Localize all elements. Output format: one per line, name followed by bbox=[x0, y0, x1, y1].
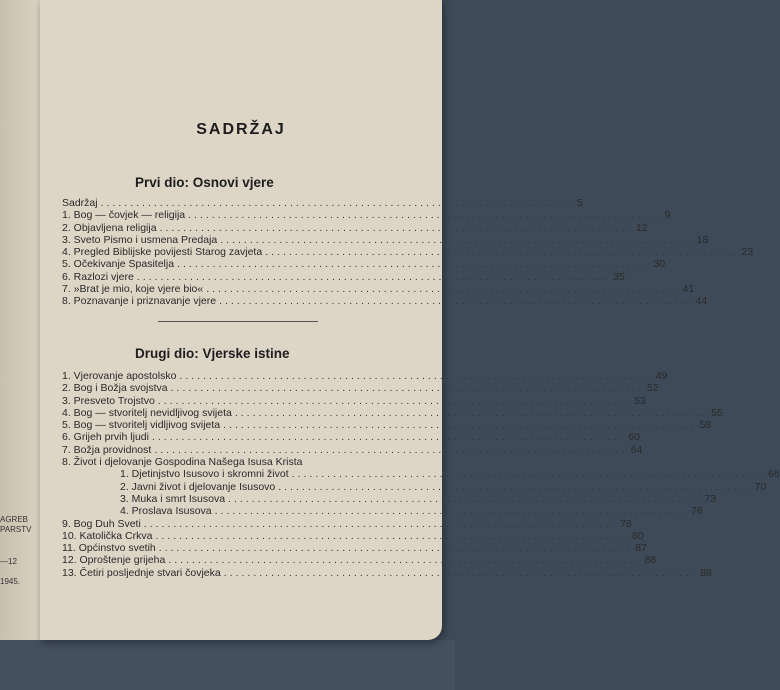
toc-entry bbox=[62, 209, 671, 222]
dot-leader: ................................................................................ bbox=[158, 542, 633, 555]
toc-entry-label: 6. Razlozi vjere bbox=[62, 270, 134, 283]
dot-leader: ................................................................................ bbox=[234, 406, 709, 419]
toc-entry-page: 35 bbox=[613, 270, 625, 283]
toc-entry bbox=[62, 468, 780, 481]
toc-entry bbox=[62, 295, 708, 308]
toc-entry-label: 2. Bog i Božja svojstva bbox=[62, 382, 168, 395]
toc-entry-page: 12 bbox=[635, 221, 648, 234]
toc-entry-page: 88 bbox=[644, 554, 657, 567]
toc-entry-page: 41 bbox=[682, 283, 695, 296]
dot-leader: ................................................................................ bbox=[157, 394, 632, 407]
dot-leader: ................................................................................ bbox=[223, 419, 697, 432]
toc-entry-page: 18 bbox=[696, 233, 709, 246]
toc-entry-page: 87 bbox=[635, 542, 647, 555]
dot-leader: ................................................................................ bbox=[278, 480, 752, 493]
dot-leader: ................................................................................ bbox=[136, 270, 611, 283]
toc-entry-page: 52 bbox=[647, 382, 659, 395]
toc-entry-label: 3. Muka i smrt Isusova bbox=[120, 492, 226, 505]
dot-leader: ................................................................................ bbox=[214, 505, 689, 518]
toc-entry-label: 5. Očekivanje Spasitelja bbox=[62, 258, 175, 271]
dot-leader: ................................................................................ bbox=[100, 197, 574, 209]
toc-entry-page: 58 bbox=[699, 419, 712, 432]
toc-entry bbox=[62, 406, 723, 419]
dot-leader: ................................................................................ bbox=[223, 566, 698, 579]
stamp-text-1: AGREB bbox=[0, 515, 29, 524]
dot-leader: ................................................................................ bbox=[220, 233, 694, 246]
toc-entry-page: 66 bbox=[768, 468, 780, 481]
dot-leader: ................................................................................ bbox=[151, 431, 626, 444]
toc-entry-label: 9. Bog Duh Sveti bbox=[62, 517, 141, 530]
part2-heading: Drugi dio: Vjerske istine bbox=[135, 346, 290, 361]
toc-entry-label: 1. Vjerovanje apostolsko bbox=[62, 370, 177, 382]
toc-entry bbox=[62, 431, 641, 444]
toc-entry-label: 2. Javni život i djelovanje Isusovo bbox=[120, 480, 276, 493]
toc-entry bbox=[62, 221, 648, 234]
toc-entry-page: 88 bbox=[700, 566, 712, 579]
toc-entry bbox=[62, 566, 712, 579]
toc-entry-label: 8. Život i djelovanje Gospodina Našega Isusa Krista bbox=[62, 456, 303, 469]
toc-entry-page: 64 bbox=[630, 443, 643, 456]
toc-entry-page: 76 bbox=[691, 505, 703, 518]
toc-entry-page: 9 bbox=[664, 209, 671, 222]
toc-entry-page: 49 bbox=[655, 370, 668, 382]
table-surface bbox=[0, 640, 455, 690]
dot-leader: ................................................................................ bbox=[170, 382, 645, 395]
dot-leader: ................................................................................ bbox=[265, 246, 739, 259]
toc-entry-label: 4. Bog — stvoritelj nevidljivog svijeta bbox=[62, 406, 232, 419]
toc-entry-label: 6. Grijeh prvih ljudi bbox=[62, 431, 149, 444]
stamp-text-4: 1945. bbox=[0, 577, 21, 586]
stamp-text-2: PARSTV bbox=[0, 525, 32, 534]
toc-entry-page: 70 bbox=[754, 480, 767, 493]
dot-leader: ................................................................................ bbox=[219, 295, 693, 308]
toc-entry-label: 1. Djetinjstvo Isusovo i skromni život bbox=[120, 468, 289, 481]
toc-entry-label: 10. Katolička Crkva bbox=[62, 529, 153, 542]
toc-entry-label: 7. Božja providnost bbox=[62, 443, 152, 456]
toc-entry-label: 4. Proslava Isusova bbox=[120, 505, 212, 518]
part2-toc bbox=[62, 370, 780, 579]
toc-entry bbox=[62, 197, 583, 209]
part1-toc bbox=[62, 197, 754, 308]
dot-leader: ................................................................................ bbox=[179, 370, 653, 382]
toc-entry bbox=[62, 529, 644, 542]
toc-entry-page: 53 bbox=[634, 394, 646, 407]
toc-entry bbox=[62, 233, 709, 246]
toc-entry bbox=[62, 394, 646, 407]
toc-entry-page: 23 bbox=[741, 246, 754, 259]
toc-entry-label: 3. Sveto Pismo i usmena Predaja bbox=[62, 233, 218, 246]
toc-entry bbox=[62, 517, 632, 530]
dot-leader: ................................................................................ bbox=[228, 492, 702, 505]
toc-entry bbox=[62, 419, 712, 432]
dot-leader: ................................................................................ bbox=[154, 443, 628, 456]
toc-entry-label: 4. Pregled Biblijske povijesti Starog zavjeta bbox=[62, 246, 263, 259]
toc-entry-label: 12. Oproštenje grijeha bbox=[62, 554, 166, 567]
toc-entry-page: 60 bbox=[628, 431, 641, 444]
dot-leader: ................................................................................ bbox=[155, 529, 629, 542]
toc-entry bbox=[62, 492, 717, 505]
toc-entry-page: 73 bbox=[704, 492, 717, 505]
toc-entry-label: 3. Presveto Trojstvo bbox=[62, 394, 155, 407]
dot-leader: ................................................................................ bbox=[168, 554, 642, 567]
toc-entry bbox=[62, 480, 767, 493]
dot-leader: ................................................................................ bbox=[177, 258, 651, 271]
stamp-text-3: —12 bbox=[0, 557, 17, 566]
toc-entry-page: 44 bbox=[695, 295, 708, 308]
toc-entry-page: 55 bbox=[711, 406, 723, 419]
toc-entry bbox=[62, 554, 657, 567]
toc-entry-label: 8. Poznavanje i priznavanje vjere bbox=[62, 295, 217, 308]
toc-entry bbox=[62, 443, 643, 456]
toc-entry-label: 2. Objavljena religija bbox=[62, 221, 157, 234]
section-divider bbox=[158, 321, 318, 322]
dot-leader: ................................................................................ bbox=[206, 283, 680, 296]
dot-leader: ................................................................................ bbox=[159, 221, 633, 234]
toc-entry-page: 30 bbox=[653, 258, 666, 271]
toc-entry-page: 78 bbox=[620, 517, 632, 530]
toc-entry bbox=[62, 270, 625, 283]
dot-leader: ................................................................................ bbox=[188, 209, 662, 222]
book-page bbox=[40, 0, 780, 640]
dot-leader: ................................................................................ bbox=[291, 468, 766, 481]
toc-entry-page: 5 bbox=[577, 197, 583, 209]
toc-entry bbox=[62, 382, 659, 395]
toc-entry-page: 80 bbox=[631, 529, 644, 542]
toc-entry-label: 11. Općinstvo svetih bbox=[62, 542, 156, 555]
page-title: SADRŽAJ bbox=[196, 121, 286, 138]
toc-entry-label: 1. Bog — čovjek — religija bbox=[62, 209, 186, 222]
toc-entry bbox=[62, 456, 397, 468]
toc-entry bbox=[62, 505, 703, 518]
toc-entry-label: 7. »Brat je mio, koje vjere bio« bbox=[62, 283, 204, 296]
toc-entry bbox=[62, 258, 666, 271]
toc-entry-label: 5. Bog — stvoritelj vidljivog svijeta bbox=[62, 419, 221, 432]
toc-entry bbox=[62, 283, 695, 296]
toc-entry-label: Sadržaj bbox=[62, 197, 98, 209]
part1-heading: Prvi dio: Osnovi vjere bbox=[135, 175, 274, 190]
toc-entry bbox=[62, 246, 754, 259]
toc-entry-label: 13. Četiri posljednje stvari čovjeka bbox=[62, 566, 221, 579]
toc-entry bbox=[62, 542, 647, 555]
toc-entry bbox=[62, 370, 668, 382]
dot-leader: ................................................................................ bbox=[143, 517, 618, 530]
